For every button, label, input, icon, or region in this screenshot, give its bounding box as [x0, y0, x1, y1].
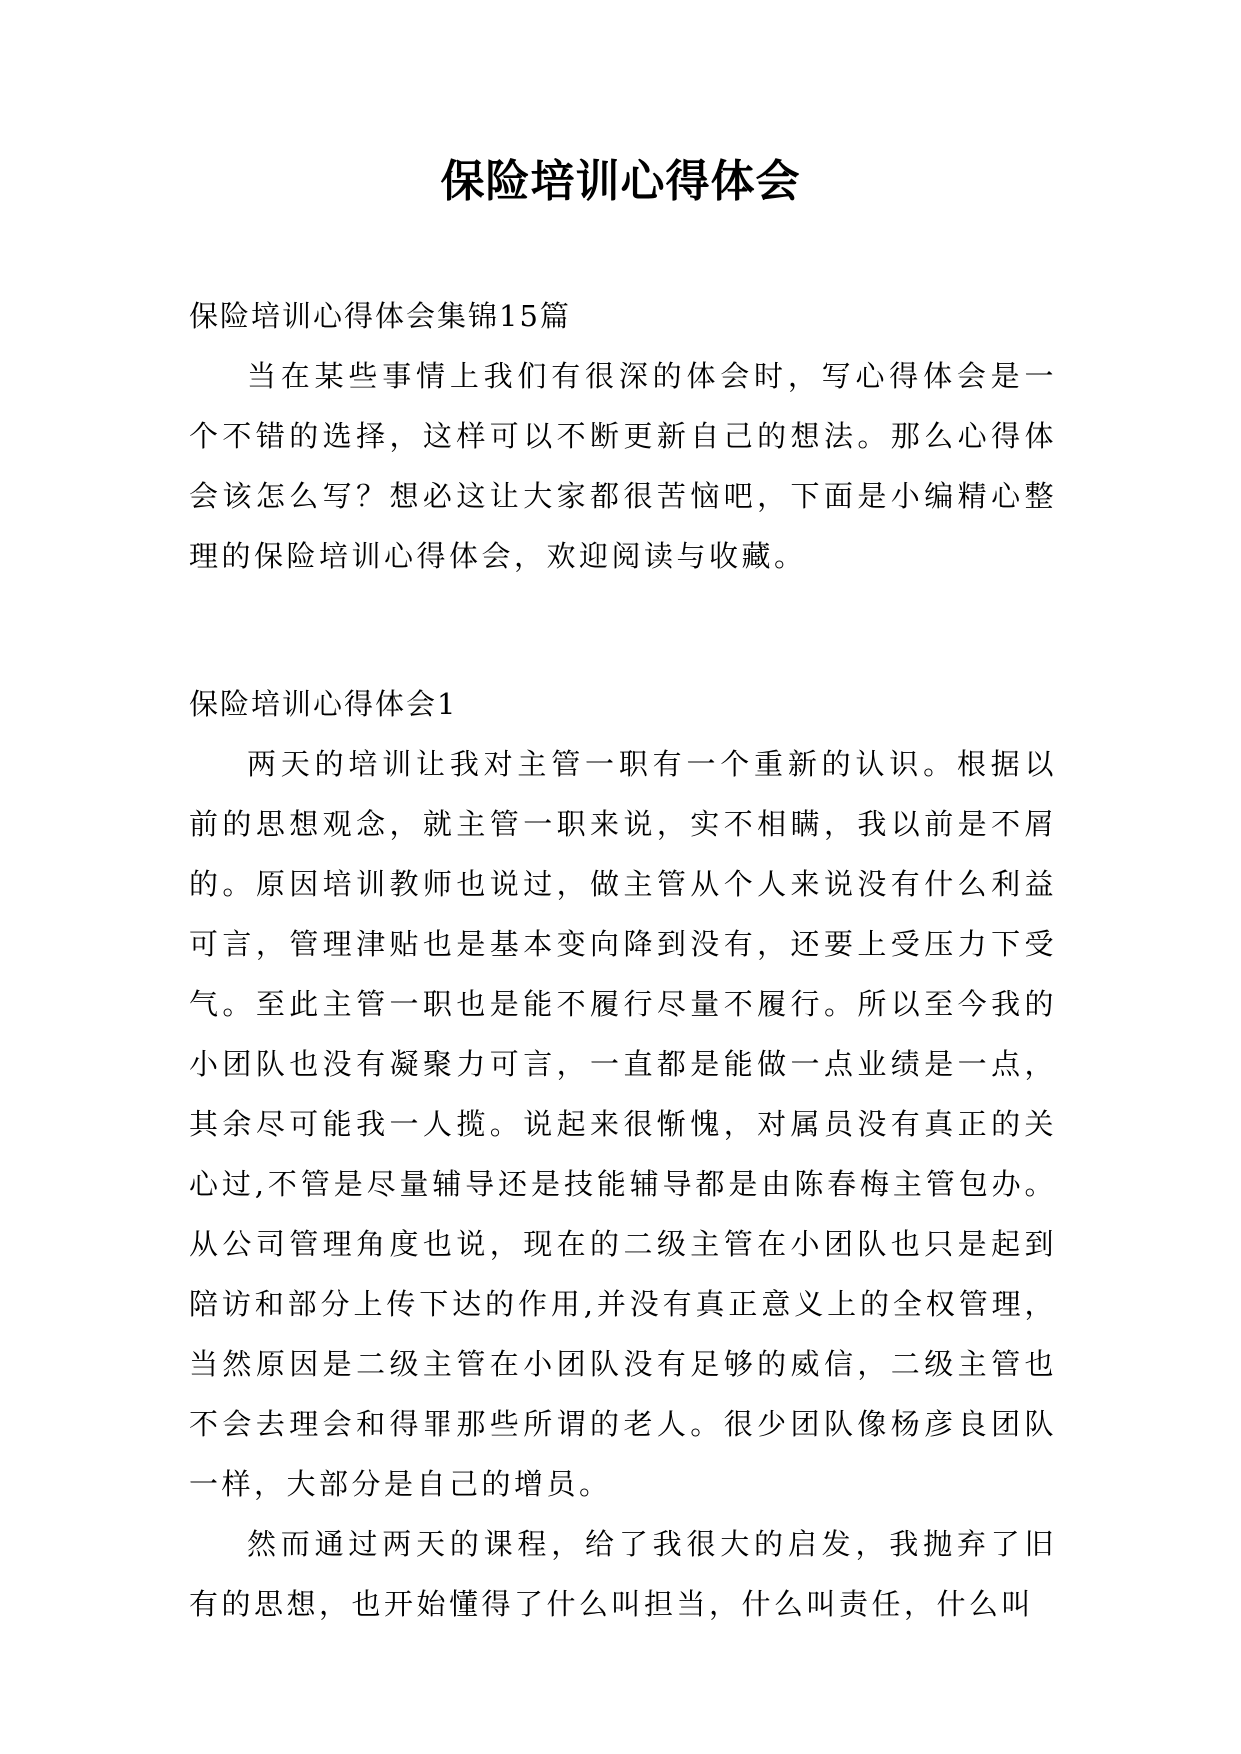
section-heading: 保险培训心得体会1 — [189, 687, 458, 721]
body-paragraph: 两天的培训让我对主管一职有一个重新的认识。根据以前的思想观念，就主管一职来说，实不相瞒，我以前是不屑的。原因培训教师也说过，做主管从个人来说没有什么利益可言，管理津贴也是基本变向降到没有，还要上受压力下受气。至此主管一职也是能不履行尽量不履行。所以至今我的小团队也没有凝聚力可言，一直都是能做一点业绩是一点，其余尽可能我一人揽。说起来很惭愧，对属员没有真正的关心过,不管是尽量辅导还是技能辅导都是由陈春梅主管包办。从公司管理角度也说，现在的二级主管在小团队也只是起到陪访和部分上传下达的作用,并没有真正意义上的全权管理，当然原因是二级主管在小团队没有足够的威信，二级主管也不会去理会和得罪那些所谓的老人。很少团队像杨彦良团队一样，大部分是自己的增员。 — [189, 747, 1057, 1501]
section-gap — [189, 586, 1057, 674]
collection-heading: 保险培训心得体会集锦15篇 — [189, 299, 571, 333]
document-body — [189, 286, 1057, 1634]
body-paragraph: 然而通过两天的课程，给了我很大的启发，我抛弃了旧有的思想，也开始懂得了什么叫担当，什么叫责任，什么叫 — [189, 1527, 1057, 1621]
intro-paragraph: 当在某些事情上我们有很深的体会时，写心得体会是一个不错的选择，这样可以不断更新自己的想法。那么心得体会该怎么写？想必这让大家都很苦恼吧，下面是小编精心整理的保险培训心得体会，欢迎阅读与收藏。 — [189, 359, 1057, 573]
document-title: 保险培训心得体会 — [440, 156, 801, 207]
